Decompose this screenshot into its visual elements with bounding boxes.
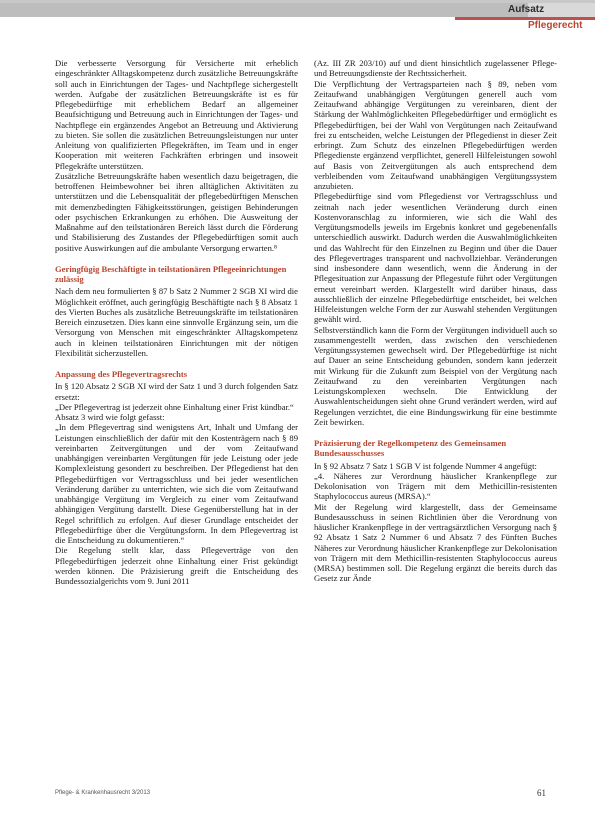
footer-journal: Pflege- & Krankenhausrecht 3/2013 bbox=[55, 790, 151, 796]
header-band bbox=[0, 3, 528, 17]
quote: „4. Näheres zur Verordnung häuslicher Krankenpflege zur Dekolonisation von Trägern mit dem Methicillin-resistenten Staphylococcus aureus (MRSA).“ bbox=[314, 470, 557, 502]
paragraph: In § 92 Absatz 7 Satz 1 SGB V ist folgende Nummer 4 angefügt: bbox=[314, 460, 537, 471]
section-label: Aufsatz bbox=[508, 4, 545, 15]
paragraph: Die Verpflichtung der Vertragsparteien nach § 89, neben vom Zeitaufwand unabhängigen Vergütungen generell auch vom Zeitaufwand abhängige Vergütungen zu vereinbaren, dient der Stärkung der Wahlmöglichkeiten Pflegebedürftiger und ermöglicht es Pflegebedürftigen, bei der Wahl von Vergütungen nach Zeitaufwand frei zu entscheiden, welche Leistungen der Pflegedienst in dieser Zeit erbringt. Zum Schutz des einzelnen Pflegebedürftigen werden Pflegedienste ergänzend verpflichtet, generell Hilfeleistungen sowohl auf Basis von Zeitvergütungen als auch entsprechend dem verbleibenden vom Zeitaufwand unabhängigen Vergütungssystem anzubieten. bbox=[314, 78, 557, 191]
paragraph: Mit der Regelung wird klargestellt, dass der Gemeinsame Bundesausschuss in seinen Richtlinien über die Verordnung von häuslicher Krankenpflege in der vertragsärztlichen Versorgung nach § 92 Absatz 1 Satz 2 Nummer 6 und Absatz 7 des Fünften Buches Näheres zur Verordnung häuslicher Krankenpflege zur Dekolonisation von Trägern mit dem Methicillin-resistenten Staphylococcus aureus (MRSA) bestimmen soll. Die Regelung ergänzt die bereits durch das Gesetz zur Ände bbox=[314, 501, 557, 584]
right-column bbox=[314, 58, 557, 584]
paragraph: (Az. III ZR 203/10) auf und dient hinsichtlich zugelassener Pflege- und Betreuungsdienste der Rechtssicherheit. bbox=[314, 58, 557, 79]
paragraph: Die Regelung stellt klar, dass Pflegeverträge von den Pflegebedürftigen jederzeit ohne Einhaltung einer Frist gekündigt werden können. Die Präzisierung greift die Entscheidung des Bundessozialgerichts vom 9. Juni 2011 bbox=[55, 545, 298, 586]
paragraph: Absatz 3 wird wie folgt gefasst: bbox=[55, 412, 165, 422]
paragraph: Die verbesserte Versorgung für Versicherte mit erheblich eingeschränkter Alltagskompetenz durch zusätzliche Betreuungskräfte soll auch in Einrichtungen der Tages- und Nachtpflege sichergestellt werden. Aufgabe der zusätzlichen Betreuungskräfte ist es für Pflegebedürftige mit erheblichem Bedarf an allgemeiner Beaufsichtigung und Betreuung auch in Einrichtungen der Tages- und Nachtpflege ein ergänzendes Angebot an Betreuung und Aktivierung zu bieten. Sie sollen die zusätzlichen Betreuungsleistungen nur unter Anleitung von qualifizierten Pflegekräften, im Team und in enger Kooperation mit weiteren Fachkräften erbringen und insoweit Pflegekräfte unterstützen. bbox=[55, 58, 298, 171]
left-column bbox=[55, 58, 298, 586]
section-heading: Präzisierung der Regelkompetenz des Gemeinsamen Bundesausschusses bbox=[314, 438, 507, 459]
paragraph: Selbstverständlich kann die Form der Vergütungen individuell auch so zusammengestellt werden, dass zwischen den verschiedenen Vergütungssystemen gewechselt wird. Der Pflegebedürftige ist nicht auf Dauer an seine Entscheidung gebunden, sondern kann jederzeit mit Wirkung für die Zukunft zum Beispiel von der Vergütung nach Zeitaufwand zu den vereinbarten Vergütungen nach Leistungskomplexen wechseln. Die Entwicklung der Auswahlentscheidungen sieht ohne Grund verändert werden, wird auf Regelungen verzichtet, die eine Bindungswirkung für eine bestimmte Zeit bewirken. bbox=[314, 324, 557, 427]
section-heading: Anpassung des Pflegevertragsrechts bbox=[55, 369, 188, 379]
paragraph: Nach dem neu formulierten § 87 b Satz 2 Nummer 2 SGB XI wird die Möglichkeit eröffnet, auch geringfügig Beschäftigte nach § 8 Absatz 1 des Vierten Buches als zusätzliche Betreuungskräfte im teilstationären Bereich einzusetzen. Dies kann eine sinnvolle Ergänzung sein, um die Versorgung von Menschen mit eingeschränkter Alltagskompetenz auch in kleinen teilstationären Einrichtungen mit der nötigen Flexibilität sicherzustellen. bbox=[55, 286, 298, 358]
paragraph: In § 120 Absatz 2 SGB XI wird der Satz 1 und 3 durch folgenden Satz ersetzt: bbox=[55, 381, 298, 402]
page-number: 61 bbox=[537, 788, 546, 798]
quote: „In dem Pflegevertrag sind wenigstens Art, Inhalt und Umfang der Leistungen einschließlich der dafür mit den Kostenträgern nach § 89 vereinbarten Zeitvergütungen und der vom Zeitaufwand unabhängigen vereinbarten Vergütungen für jede Leistung oder jede Komplexleistung gesondert zu beschreiben. Der Pflegedienst hat den Pflegebedürftigen vor Vertragsschluss und bei jeder wesentlichen Veränderung darüber zu unterrichten, wie sich die vom Zeitaufwand unabhängige Vergütung im Vergleich zu einer vom Zeitaufwand abhängigen Vergütung darstellt. Diese Gegenüberstellung hat in der Regel schriftlich zu erfolgen. Auf dieser Grundlage entscheidet der Pflegebedürftige über die Vergütungsform. In dem Pflegevertrag ist die Entscheidung zu dokumentieren.“ bbox=[55, 422, 298, 545]
section-heading: Geringfügig Beschäftigte in teilstationären Pflegeeinrichtungen zulässig bbox=[55, 263, 287, 284]
rubric-label: Pflegerecht bbox=[528, 20, 583, 31]
quote: „Der Pflegevertrag ist jederzeit ohne Einhaltung einer Frist kündbar.“ bbox=[55, 401, 294, 412]
paragraph: Zusätzliche Betreuungskräfte haben wesentlich dazu beigetragen, die betroffenen Heimbewohner bei ihren alltäglichen Aktivitäten zu unterstützen und die Lebensqualität der pflegebedürftigen Menschen mit demenzbedingten Fähigkeitsstörungen, geistigen Behinderungen oder psychischen Erkrankungen zu erhöhen. Die Ausweitung der Maßnahme auf den teilstationären Bereich lässt durch die Förderung und Stabilisierung des Zustandes der Pflegebedürftigen somit auch positive Auswirkungen auf die ambulante Versorgung erwarten.⁸ bbox=[55, 170, 298, 253]
paragraph: Pflegebedürftige sind vom Pflegedienst vor Vertragsschluss und zeitnah nach jeder wesentlichen Veränderung durch einen Kostenvoranschlag zu informieren, wie sich die Wahl des Vergütungsmodells jeweils im Ergebnis konkret und gegebenenfalls unterschiedlich auswirkt. Dadurch werden die Auswahlmöglichkeiten und das Wahlrecht für den Einzelnen zu Beginn und über die Dauer des Pflegevertrages transparent und nachvollziehbar. Veränderungen sind insbesondere dann wesentlich, wenn die Änderung in der Pflegesituation zur Anpassung der Pflegestufe führt oder Vergütungen erneut vereinbart werden. Klargestellt wird darüber hinaus, dass ausschließlich der einzelne Pflegebedürftige entscheidet, bei welchen Hilfeleistungen welche Form der zur Auswahl stehenden Vergütungen gewählt wird. bbox=[314, 191, 557, 325]
